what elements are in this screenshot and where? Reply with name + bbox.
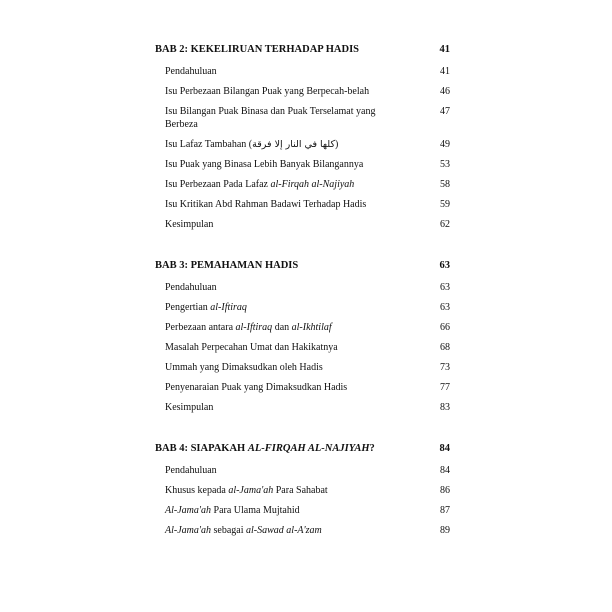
toc-entry[interactable] bbox=[155, 105, 450, 131]
toc-entry[interactable] bbox=[155, 281, 450, 294]
entry-label-italic: al-Iftiraq bbox=[210, 302, 247, 313]
toc-entry[interactable] bbox=[155, 361, 450, 374]
entry-label: Kesimpulan bbox=[165, 402, 214, 413]
toc-entry[interactable] bbox=[155, 504, 450, 517]
entry-label: Ummah yang Dimaksudkan oleh Hadis bbox=[165, 362, 323, 373]
toc-entry[interactable] bbox=[155, 381, 450, 394]
entry-label-text: Khusus kepada bbox=[165, 485, 229, 496]
entry-label bbox=[165, 301, 247, 314]
entry-label: Isu Bilangan Puak Binasa dan Puak Terselamat yang Berbeza bbox=[165, 106, 376, 130]
entry-label bbox=[165, 321, 332, 334]
entry-page-number: 68 bbox=[440, 342, 450, 353]
entry-label: Isu Kritikan Abd Rahman Badawi Terhadap Hadis bbox=[165, 199, 367, 210]
entry-page-number: 86 bbox=[440, 485, 450, 496]
chapter-title-italic: AL-FIRQAH AL-NAJIYAH bbox=[247, 443, 370, 454]
toc-entry[interactable] bbox=[155, 464, 450, 477]
entry-label bbox=[165, 524, 322, 537]
entry-label-italic: al-Iftiraq bbox=[235, 322, 273, 333]
entry-page-number: 84 bbox=[440, 465, 450, 476]
entry-label: Pendahuluan bbox=[165, 282, 217, 293]
chapter-bab-2 bbox=[155, 38, 450, 231]
chapter-page-number: 41 bbox=[439, 44, 450, 55]
entry-label-text: ) bbox=[334, 139, 339, 150]
toc-entry[interactable] bbox=[155, 158, 450, 171]
toc-entry[interactable] bbox=[155, 524, 450, 537]
entry-label-italic: al-Sawad al-A'zam bbox=[246, 525, 322, 536]
chapter-heading[interactable] bbox=[155, 38, 450, 58]
chapter-title bbox=[155, 442, 375, 455]
entry-label: Penyenaraian Puak yang Dimaksudkan Hadis bbox=[165, 382, 348, 393]
chapter-bab-3 bbox=[155, 254, 450, 414]
entry-page-number: 49 bbox=[440, 139, 450, 150]
entry-page-number: 83 bbox=[440, 402, 450, 413]
entry-page-number: 41 bbox=[440, 66, 450, 77]
entry-label: Pendahuluan bbox=[165, 66, 217, 77]
entry-page-number: 53 bbox=[440, 159, 450, 170]
entry-label-text: Para Ulama Mujtahid bbox=[211, 505, 300, 516]
toc-entry[interactable] bbox=[155, 218, 450, 231]
toc-entry[interactable] bbox=[155, 138, 450, 151]
entry-page-number: 89 bbox=[440, 525, 450, 536]
entry-page-number: 73 bbox=[440, 362, 450, 373]
entry-page-number: 46 bbox=[440, 86, 450, 97]
chapter-page-number: 63 bbox=[439, 260, 450, 271]
entry-label-italic: al-Jama'ah bbox=[228, 485, 274, 496]
entry-label-italic: al-Ikhtilaf bbox=[291, 322, 332, 333]
chapter-heading[interactable] bbox=[155, 437, 450, 457]
toc-entry[interactable] bbox=[155, 65, 450, 78]
entry-label-text: sebagai bbox=[211, 525, 247, 536]
chapter-page-number: 84 bbox=[439, 443, 450, 454]
entry-label-text: Isu Lafaz Tambahan ( bbox=[165, 139, 253, 150]
chapter-heading[interactable] bbox=[155, 254, 450, 274]
entry-page-number: 63 bbox=[440, 282, 450, 293]
table-of-contents bbox=[155, 38, 450, 547]
entry-page-number: 77 bbox=[440, 382, 450, 393]
entry-label-text: Pengertian bbox=[165, 302, 211, 313]
entry-label: Pendahuluan bbox=[165, 465, 217, 476]
entry-page-number: 63 bbox=[440, 302, 450, 313]
entry-page-number: 58 bbox=[440, 179, 450, 190]
entry-label-text: Isu Perbezaan Pada Lafaz bbox=[165, 179, 271, 190]
entry-label-text: Para Sahabat bbox=[273, 485, 328, 496]
entry-page-number: 47 bbox=[440, 106, 450, 117]
entry-label-arabic: كلها في النار إلا فرقة bbox=[252, 139, 335, 150]
entry-label: Isu Puak yang Binasa Lebih Banyak Bilangannya bbox=[165, 159, 364, 170]
entry-label: Masalah Perpecahan Umat dan Hakikatnya bbox=[165, 342, 338, 353]
entry-label: Kesimpulan bbox=[165, 219, 214, 230]
entry-label-text: dan bbox=[272, 322, 292, 333]
entry-page-number: 87 bbox=[440, 505, 450, 516]
toc-entry[interactable] bbox=[155, 321, 450, 334]
entry-page-number: 62 bbox=[440, 219, 450, 230]
toc-entry[interactable] bbox=[155, 178, 450, 191]
entry-label bbox=[165, 504, 300, 517]
toc-entry[interactable] bbox=[155, 484, 450, 497]
entry-label-italic: Al-Jama'ah bbox=[165, 505, 212, 516]
entry-label bbox=[165, 178, 354, 191]
chapter-title-text: ? bbox=[369, 443, 375, 454]
chapter-bab-4 bbox=[155, 437, 450, 537]
entry-page-number: 59 bbox=[440, 199, 450, 210]
toc-entry[interactable] bbox=[155, 401, 450, 414]
toc-entry[interactable] bbox=[155, 301, 450, 314]
entry-label: Isu Perbezaan Bilangan Puak yang Berpecah-belah bbox=[165, 86, 370, 97]
entry-page-number: 66 bbox=[440, 322, 450, 333]
toc-entry[interactable] bbox=[155, 85, 450, 98]
chapter-title: BAB 2: KEKELIRUAN TERHADAP HADIS bbox=[155, 44, 360, 55]
entry-label-italic: Al-Jama'ah bbox=[165, 525, 212, 536]
toc-entry[interactable] bbox=[155, 198, 450, 211]
entry-label-italic: al-Firqah al-Najiyah bbox=[270, 179, 355, 190]
toc-entry[interactable] bbox=[155, 341, 450, 354]
entry-label bbox=[165, 138, 338, 151]
chapter-title: BAB 3: PEMAHAMAN HADIS bbox=[155, 260, 299, 271]
entry-label bbox=[165, 484, 328, 497]
chapter-title-text: BAB 4: SIAPAKAH bbox=[155, 443, 248, 454]
entry-label-text: Perbezaan antara bbox=[165, 322, 236, 333]
